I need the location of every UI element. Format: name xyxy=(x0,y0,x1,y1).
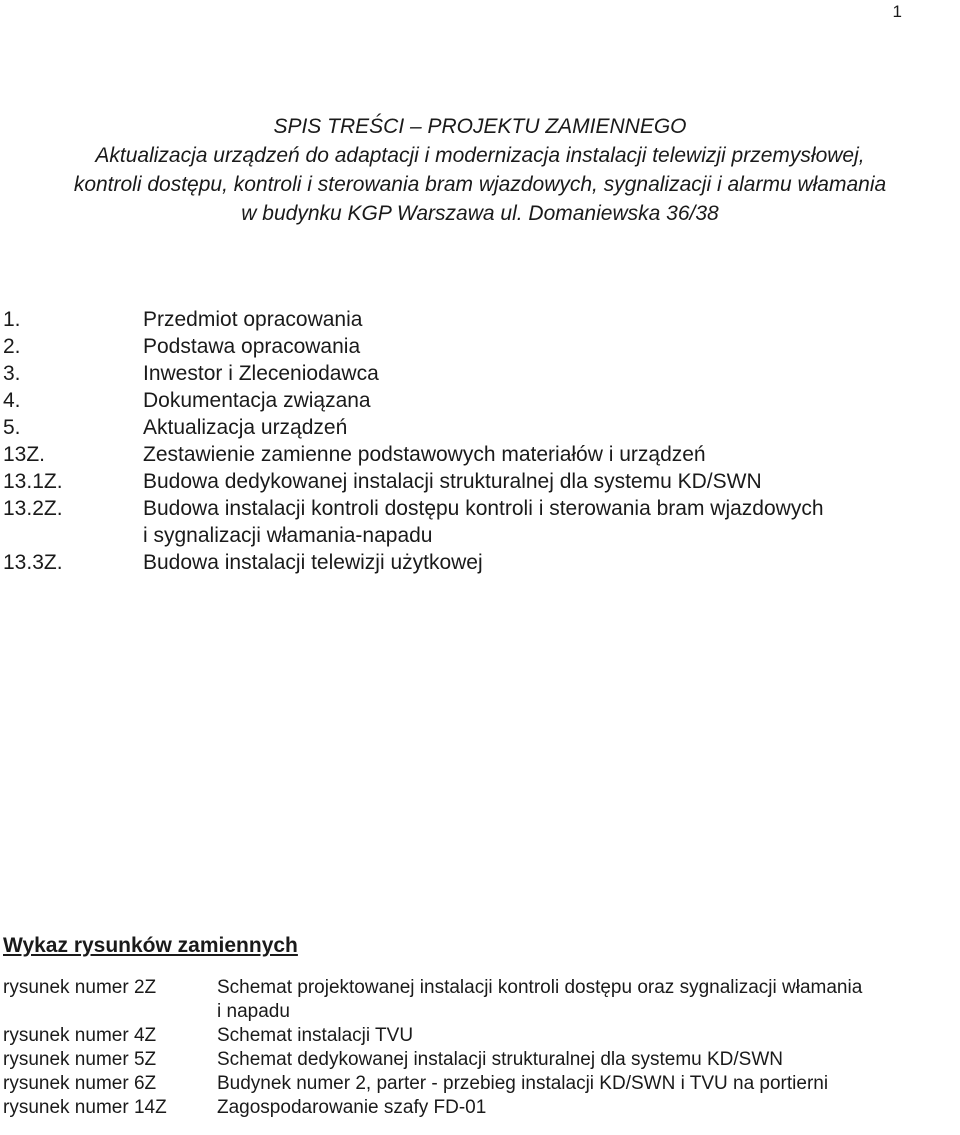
toc-number: 5. xyxy=(3,416,21,439)
drawing-number: rysunek numer 4Z xyxy=(3,1025,157,1046)
page-number: 1 xyxy=(892,2,902,21)
drawing-description: Schemat dedykowanej instalacji strukturalnej dla systemu KD/SWN xyxy=(217,1049,784,1070)
drawing-number: rysunek numer 2Z xyxy=(3,977,157,998)
drawing-number: rysunek numer 14Z xyxy=(3,1097,167,1118)
toc-number: 4. xyxy=(3,389,21,412)
toc-label: Budowa dedykowanej instalacji strukturalnej dla systemu KD/SWN xyxy=(143,470,762,493)
toc-label: Budowa instalacji telewizji użytkowej xyxy=(143,551,483,574)
title-line: w budynku KGP Warszawa ul. Domaniewska 36/38 xyxy=(241,202,719,225)
toc-label-continuation: i sygnalizacji włamania-napadu xyxy=(143,524,433,547)
toc-item xyxy=(3,468,943,495)
toc-item xyxy=(3,387,943,414)
toc-label-line: Budowa instalacji kontroli dostępu kontroli i sterowania bram wjazdowych xyxy=(143,497,824,520)
toc-label: Przedmiot opracowania xyxy=(143,308,363,331)
drawing-description: Zagospodarowanie szafy FD-01 xyxy=(217,1097,487,1118)
toc-label xyxy=(143,495,943,549)
drawing-item xyxy=(3,1048,953,1072)
toc-item xyxy=(3,333,943,360)
toc-label: Podstawa opracowania xyxy=(143,335,361,358)
toc-item xyxy=(3,441,943,468)
toc-number: 13.3Z. xyxy=(3,551,63,574)
drawing-item xyxy=(3,976,953,1024)
toc-label: Aktualizacja urządzeń xyxy=(143,416,348,439)
title-line: SPIS TREŚCI – PROJEKTU ZAMIENNEGO xyxy=(273,115,687,138)
toc-number: 13.1Z. xyxy=(3,470,63,493)
drawing-item xyxy=(3,1096,953,1120)
drawing-description: Schemat instalacji TVU xyxy=(217,1025,414,1046)
toc-number: 1. xyxy=(3,308,21,331)
toc-number: 13.2Z. xyxy=(3,497,63,520)
drawings-list xyxy=(3,976,953,1120)
toc-item xyxy=(3,495,943,549)
drawing-description-line: Schemat projektowanej instalacji kontroli dostępu oraz sygnalizacji włamania xyxy=(217,977,863,998)
toc-item xyxy=(3,549,943,576)
drawing-item xyxy=(3,1024,953,1048)
toc-label: Zestawienie zamienne podstawowych materiałów i urządzeń xyxy=(143,443,706,466)
title-line: Aktualizacja urządzeń do adaptacji i modernizacja instalacji telewizji przemysłowej, xyxy=(95,144,865,167)
drawing-description-continuation: i napadu xyxy=(217,1001,290,1022)
toc-label: Inwestor i Zleceniodawca xyxy=(143,362,379,385)
drawing-item xyxy=(3,1072,953,1096)
toc-item xyxy=(3,306,943,333)
toc-number: 2. xyxy=(3,335,21,358)
document-title xyxy=(0,112,960,228)
toc-number: 13Z. xyxy=(3,443,46,466)
toc-label: Dokumentacja związana xyxy=(143,389,371,412)
drawings-heading: Wykaz rysunków zamiennych xyxy=(3,934,298,957)
toc-item xyxy=(3,360,943,387)
drawing-description: Budynek numer 2, parter - przebieg instalacji KD/SWN i TVU na portierni xyxy=(217,1073,829,1094)
toc-number: 3. xyxy=(3,362,21,385)
table-of-contents xyxy=(3,306,943,576)
drawing-number: rysunek numer 6Z xyxy=(3,1073,157,1094)
drawing-number: rysunek numer 5Z xyxy=(3,1049,157,1070)
toc-item xyxy=(3,414,943,441)
title-line: kontroli dostępu, kontroli i sterowania bram wjazdowych, sygnalizacji i alarmu włamania xyxy=(73,173,887,196)
drawing-description xyxy=(217,976,953,1024)
